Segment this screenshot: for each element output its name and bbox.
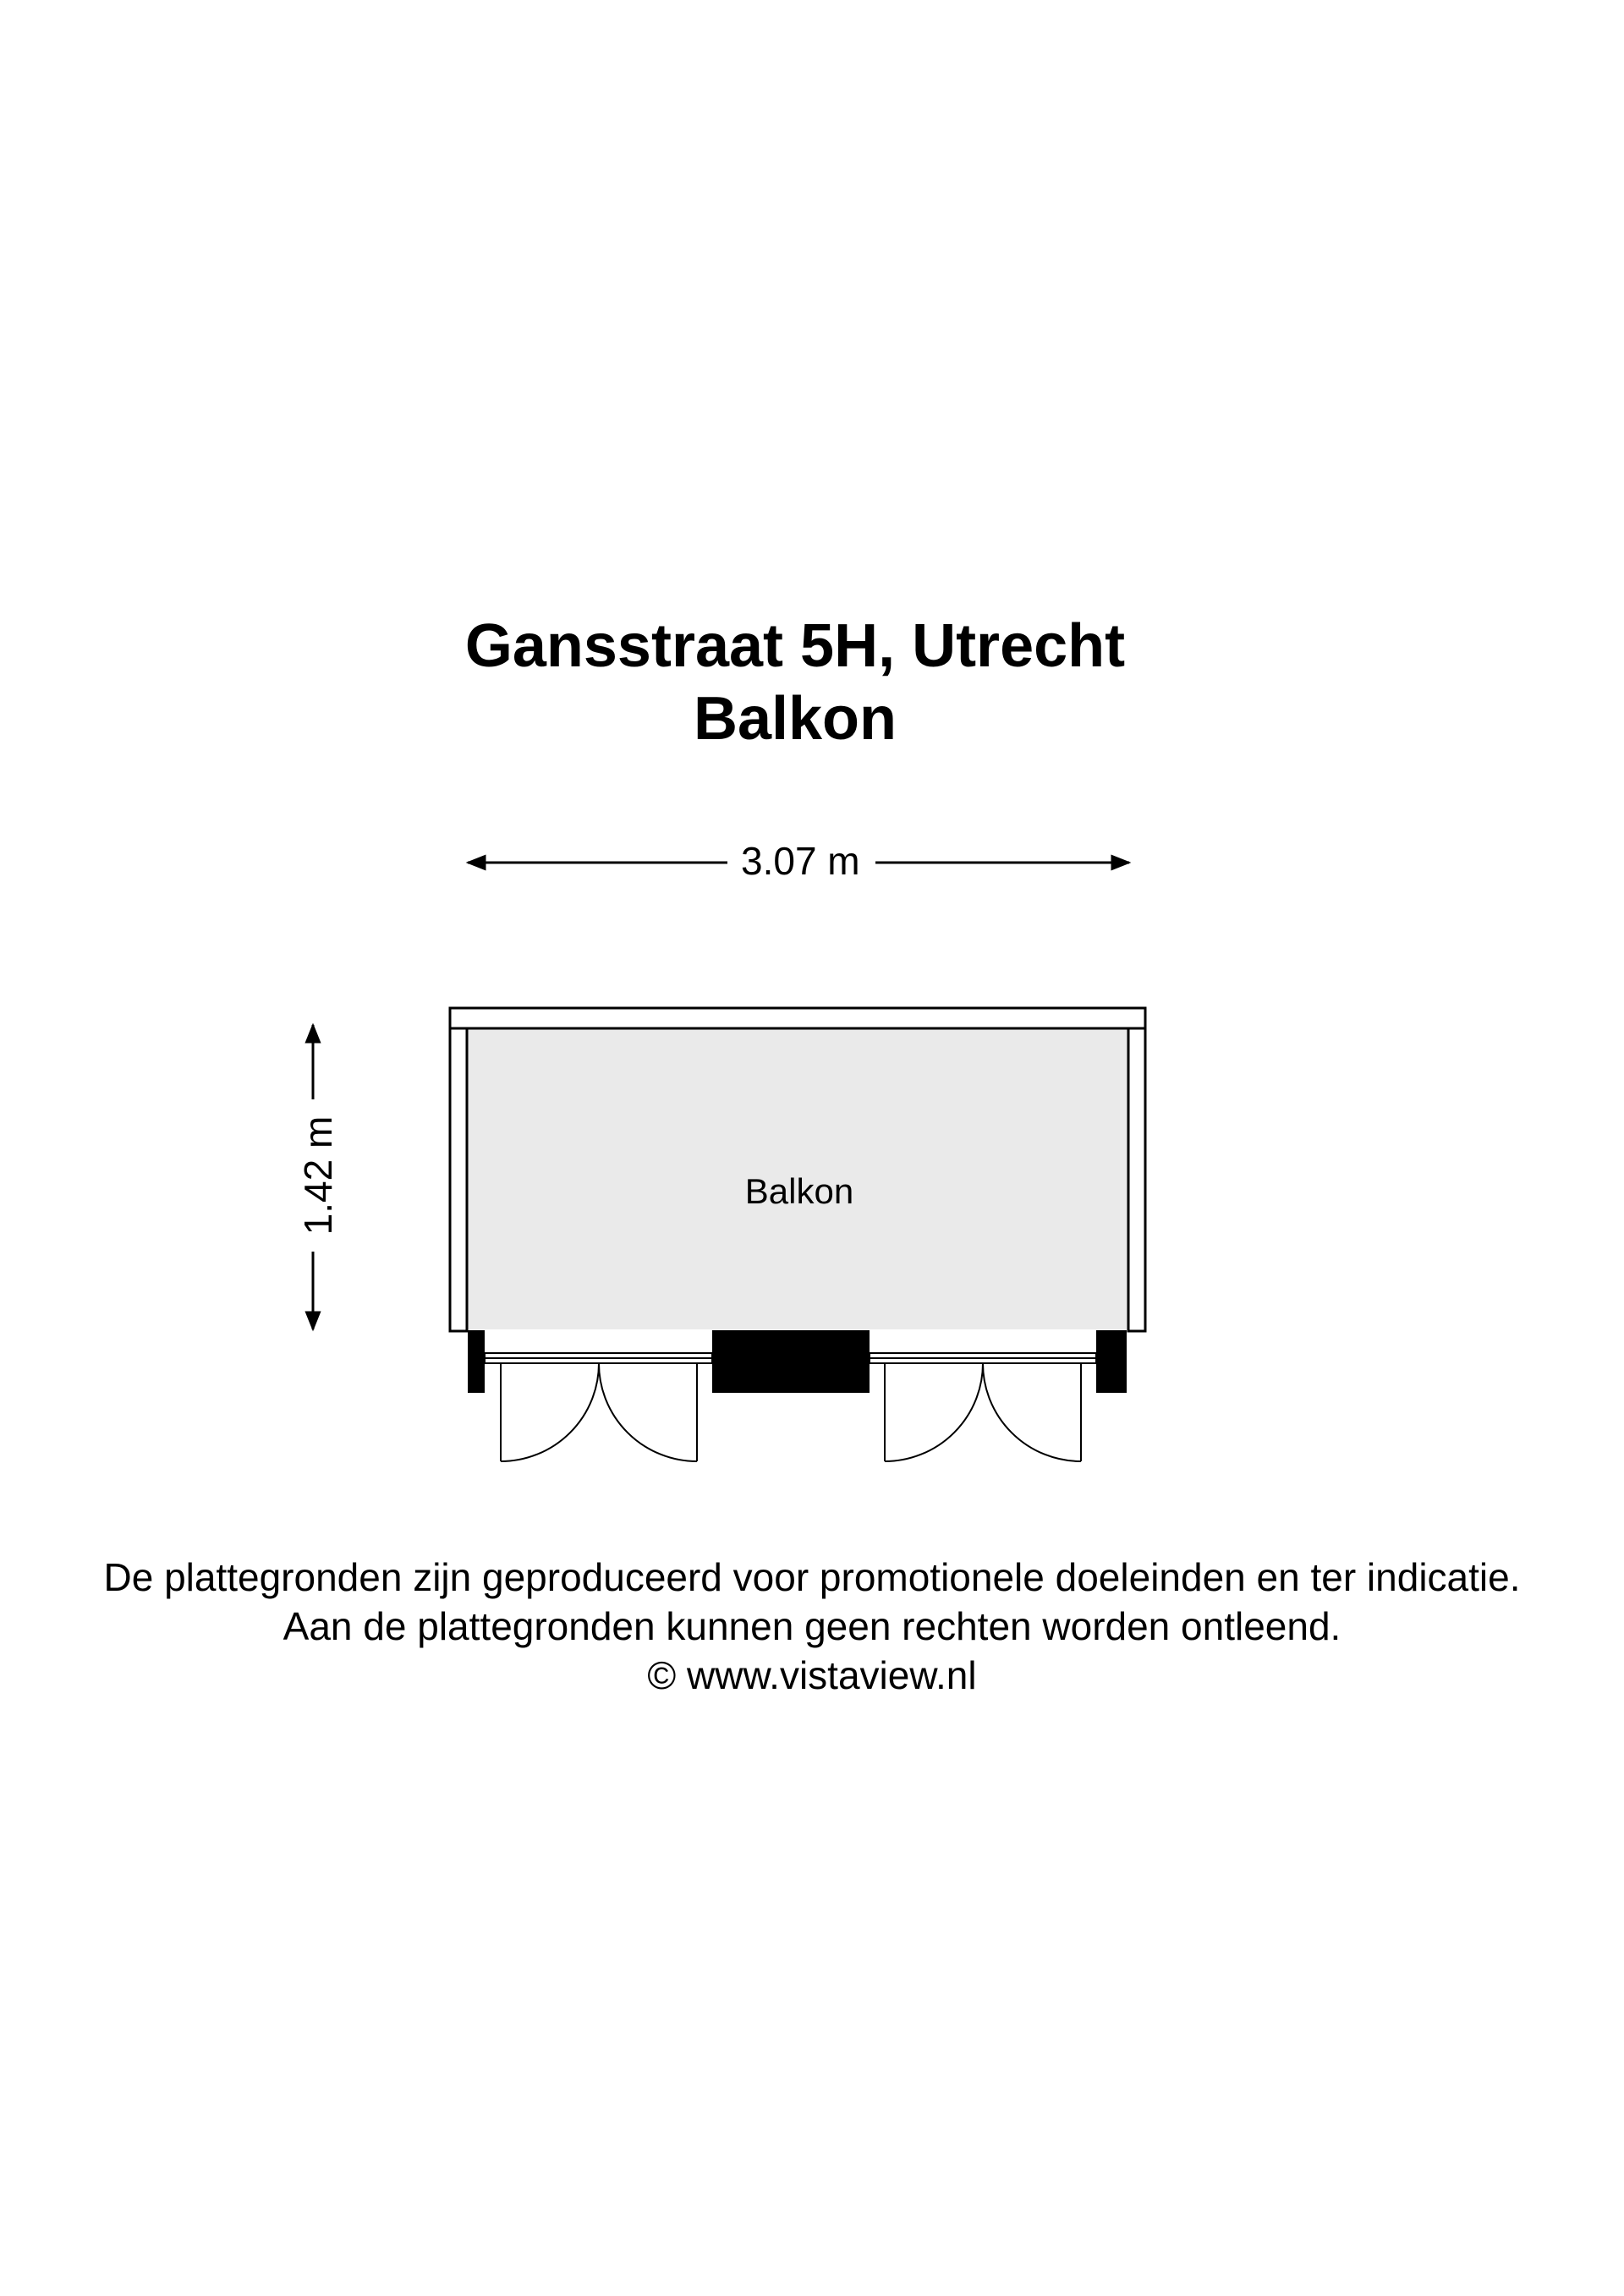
disclaimer-line-1: De plattegronden zijn geproduceerd voor promotionele doeleinden en ter indicatie. (103, 1555, 1521, 1599)
wall-segment-left (468, 1330, 485, 1393)
wall-segment-right (1096, 1330, 1127, 1393)
width-dimension-label: 3.07 m (734, 841, 867, 880)
top-railing (450, 1008, 1145, 1028)
height-dimension-label: 1.42 m (299, 1110, 337, 1242)
plan-address-title: Gansstraat 5H, Utrecht (464, 612, 1126, 680)
door-threshold-right (870, 1353, 1096, 1363)
door-swing-right (885, 1363, 1081, 1461)
left-railing (450, 1028, 467, 1331)
door-swing-left (501, 1363, 697, 1461)
plan-floor-title: Balkon (693, 685, 897, 753)
wall-segment-center (712, 1330, 870, 1393)
right-railing (1128, 1028, 1145, 1331)
door-threshold-left (485, 1353, 712, 1363)
room-label-balkon: Balkon (744, 1171, 854, 1211)
disclaimer-line-2: Aan de plattegronden kunnen geen rechten worden ontleend. (283, 1604, 1341, 1648)
copyright-line: © www.vistaview.nl (647, 1653, 977, 1697)
